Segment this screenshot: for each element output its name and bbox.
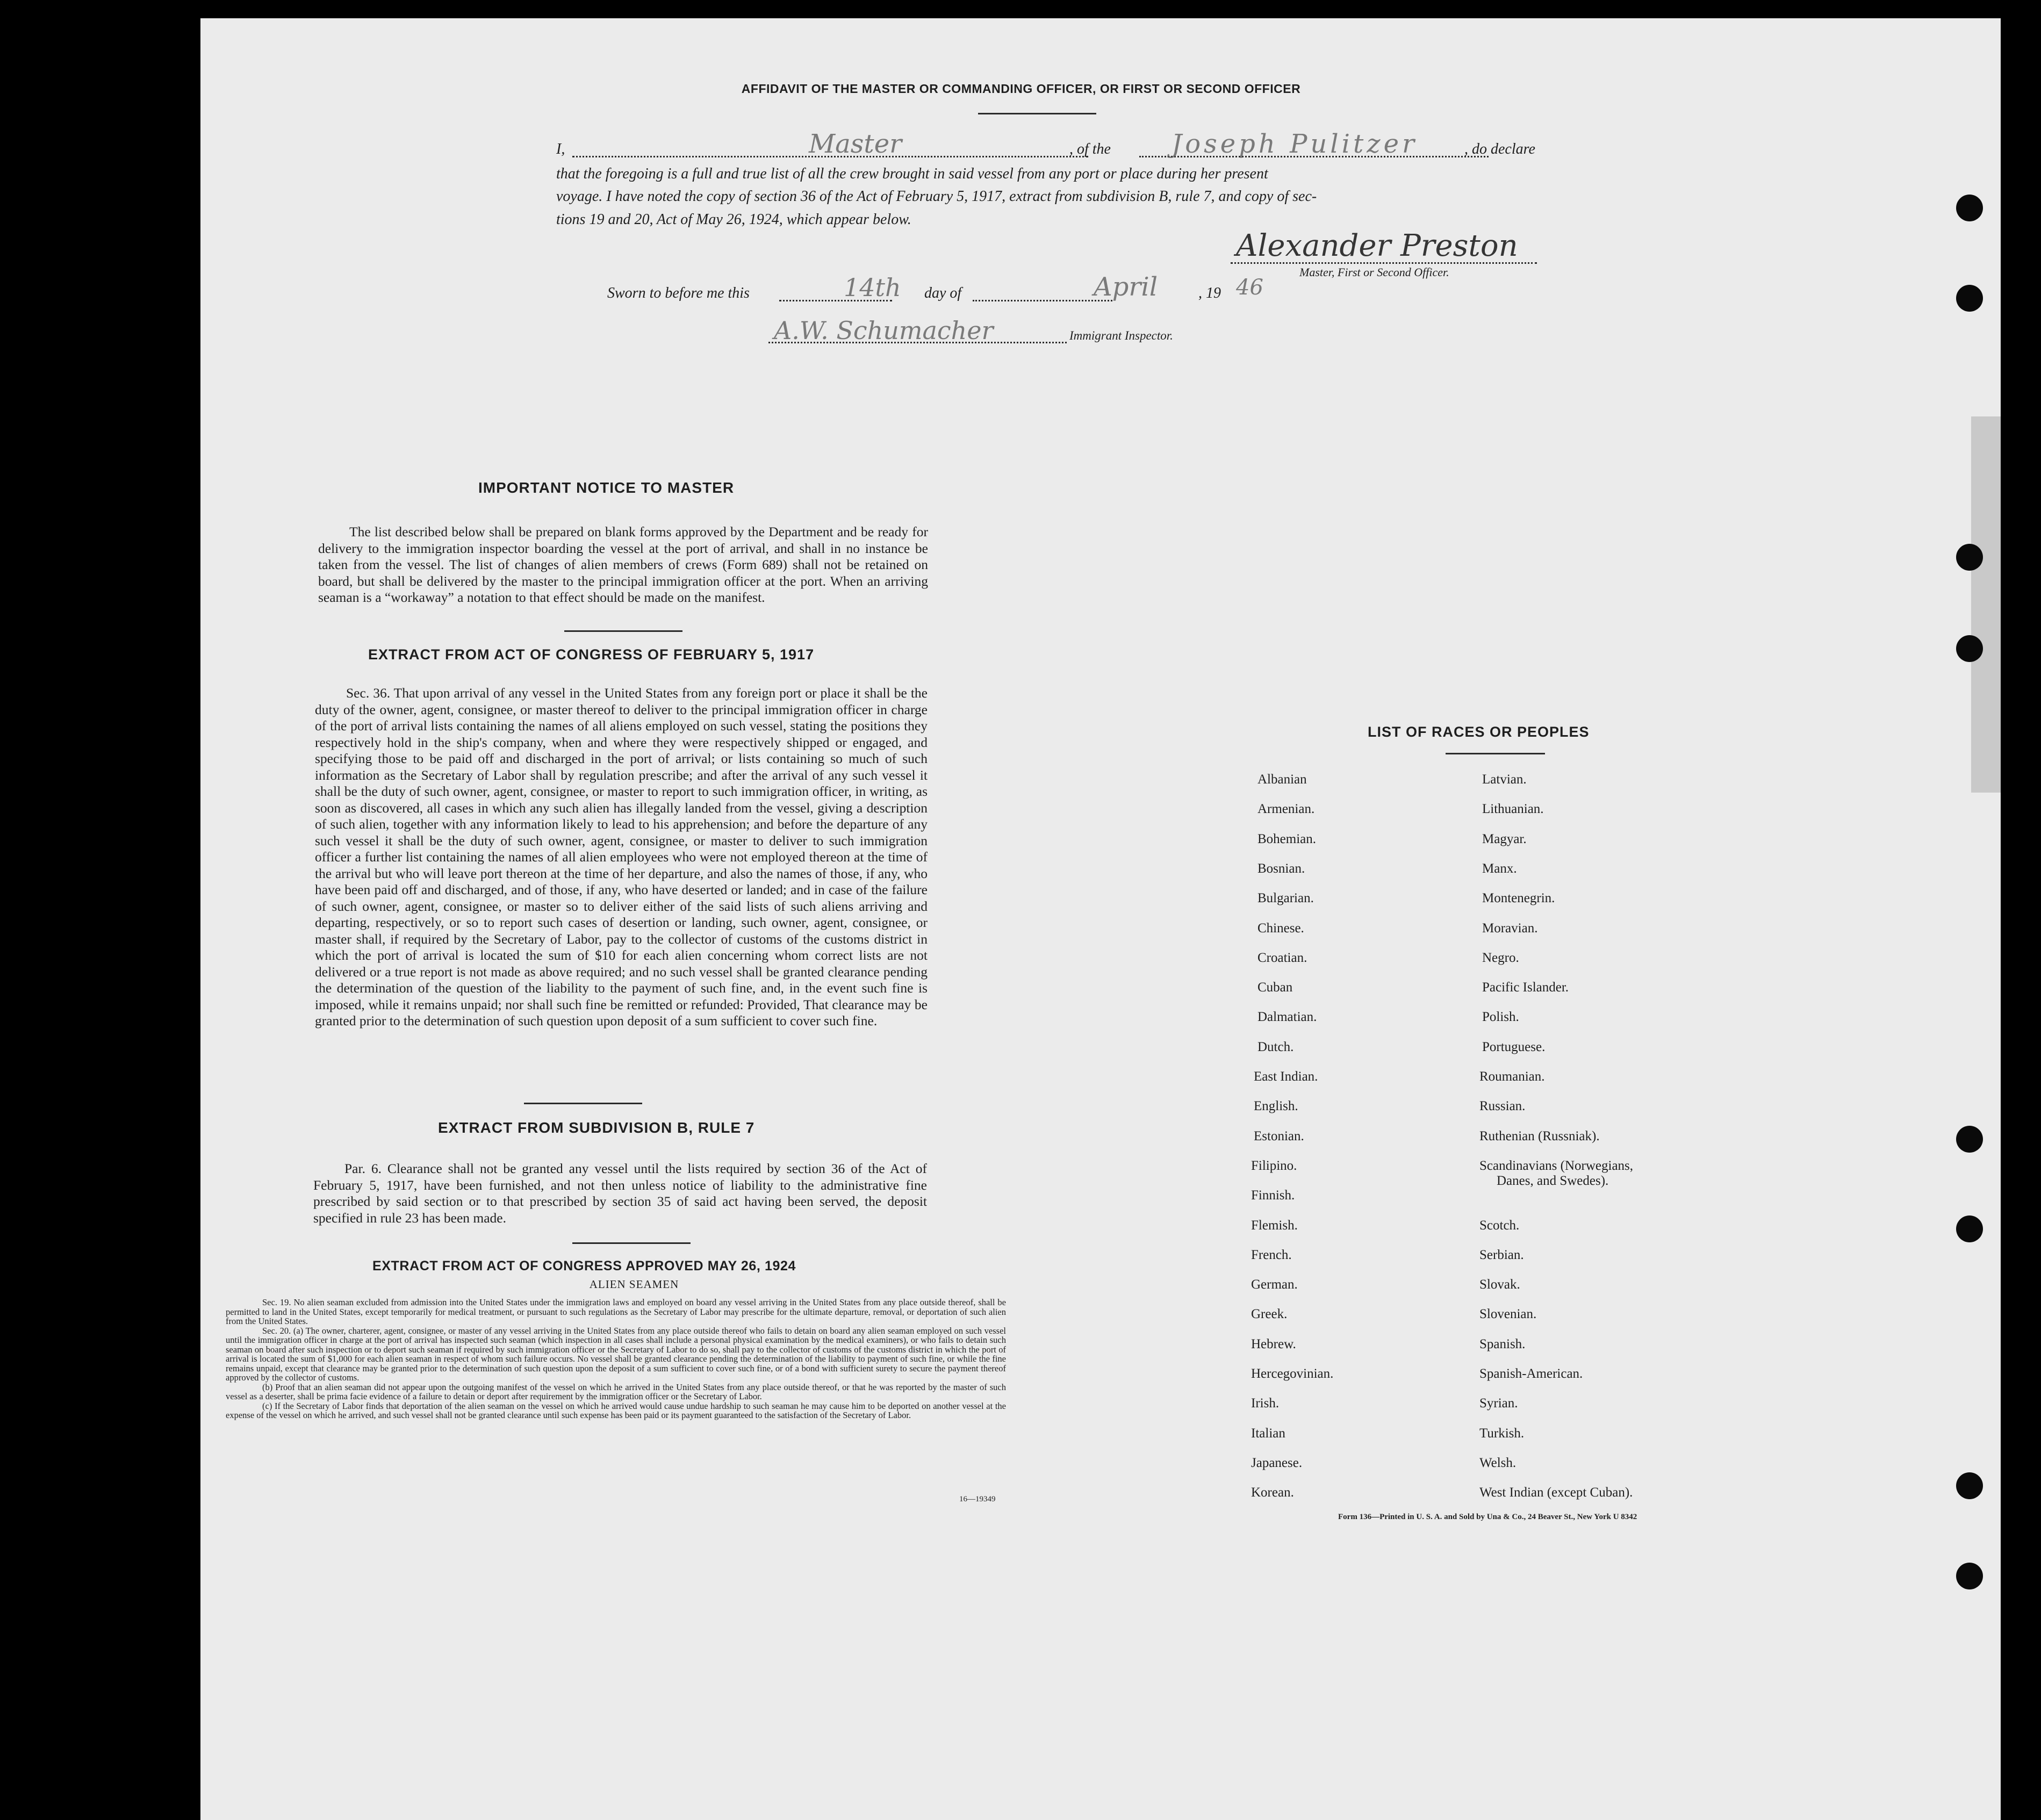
sec19-text: Sec. 19. No alien seaman excluded from admission into the United States under the immigration laws and employed on board any vessel arriving in the United States from any place outside thereof, shall be permitted to land in the United States, except temporarily for medical treatment, or pursuant to such regulations as the Secretary of Labor may prescribe for the ultimate departure, removal, or deportation of such alien from the United States.: [226, 1297, 1006, 1326]
affidavit-line4: tions 19 and 20, Act of May 26, 1924, which appear below.: [556, 211, 911, 228]
race-entry: Flemish.: [1251, 1218, 1298, 1233]
race-entry: Welsh.: [1479, 1455, 1517, 1470]
race-entry: Slovenian.: [1479, 1307, 1537, 1322]
edge-shading: [1971, 416, 2001, 793]
month-blank: [973, 300, 1112, 301]
race-entry: Syrian.: [1479, 1396, 1518, 1411]
par6-text: Par. 6. Clearance shall not be granted any vessel until the lists required by section 36 of the Act of February 5, 1917, have been furnished, and not then unless notice of liability to the administrative fine prescribed by said section or to that prescribed by section 35 of said act having been served, the deposit specified in rule 23 has been made.: [313, 1161, 927, 1226]
affidavit-title: AFFIDAVIT OF THE MASTER OR COMMANDING OFFICER, OR FIRST OR SECOND OFFICER: [741, 82, 1301, 96]
race-entry: German.: [1251, 1277, 1298, 1292]
extract-1924-heading: EXTRACT FROM ACT OF CONGRESS APPROVED MAY 26, 1924: [372, 1258, 796, 1274]
month-handwriting: April: [1094, 272, 1158, 302]
punch-hole: [1956, 1472, 1983, 1499]
race-entry: Armenian.: [1257, 802, 1315, 817]
race-entry: Magyar.: [1482, 831, 1527, 846]
race-entry: Bosnian.: [1257, 861, 1305, 876]
sec20c-text: (c) If the Secretary of Labor finds that deportation of the alien seaman on the vessel on which he arrived would cause undue hardship to such seaman he may cause him to be deported on another vessel at the expense of the vessel on which he arrived, and such vessel shall not be granted clearance until such expense has been paid or its payment guaranteed to the satisfaction of the Secretary of Labor.: [226, 1400, 1006, 1420]
inspector-signature: A.W. Schumacher: [774, 316, 994, 345]
year-handwriting: 46: [1236, 275, 1263, 300]
race-entry: Dutch.: [1257, 1039, 1294, 1054]
notice-heading: IMPORTANT NOTICE TO MASTER: [478, 479, 735, 496]
extract-1917-body: [315, 685, 928, 1030]
i-label: I,: [556, 141, 565, 157]
divider: [572, 1242, 691, 1244]
race-entry: Chinese.: [1257, 920, 1304, 936]
race-entry: Hebrew.: [1251, 1336, 1296, 1351]
notice-body: [318, 524, 928, 606]
race-entry: Finnish.: [1251, 1188, 1295, 1203]
race-entry: Montenegrin.: [1482, 891, 1555, 906]
race-entry: Manx.: [1482, 861, 1517, 876]
master-signature: Alexander Preston: [1236, 228, 1518, 263]
punch-hole: [1956, 285, 1983, 312]
sec20a-text: Sec. 20. (a) The owner, charterer, agent, consignee, or master of any vessel arriving in the United States from any place outside thereof who fails to detain on board any alien seaman employed on such vessel until the immigration officer in charge at the port of arrival has inspected such seaman (which inspection in all cases shall include a personal physical examination by the medical examiners), or who fails to detain such seaman on board after such inspection or to deport such seaman if required by such immigration officer or the Secretary of Labor to do so, shall pay to the collector of customs of the customs district in which the port of arrival is located the sum of $1,000 for each alien seaman in respect of whom such failure occurs. No vessel shall be granted clearance pending the determination of the liability to payment of such fine, or while the fine remains unpaid, except that clearance may be granted prior to the determination of such question upon the deposit of a sum sufficient to cover such fine, or of a bond with sufficient surety to secure the payment thereof approved by the collector of customs.: [226, 1325, 1006, 1383]
alien-seamen-subheading: ALIEN SEAMEN: [589, 1278, 679, 1291]
races-heading: LIST OF RACES OR PEOPLES: [1368, 724, 1590, 740]
day-handwriting: 14th: [844, 273, 901, 302]
rule7-heading: EXTRACT FROM SUBDIVISION B, RULE 7: [438, 1119, 755, 1136]
notice-text: The list described below shall be prepared on blank forms approved by the Department and be ready for delivery to the immigration inspector boarding the vessel at the port of arrival, and shall in no instance be taken from the vessel. The list of changes of alien members of crews (Form 689) shall not be retained on board, but shall be delivered by the master to the principal immigration officer at the port. When an arriving seaman is a “workaway” a notation to that effect should be made on the manifest.: [318, 524, 928, 605]
race-entry: Croatian.: [1257, 950, 1307, 965]
race-entry: Japanese.: [1251, 1455, 1303, 1470]
race-entry: French.: [1251, 1247, 1292, 1262]
divider: [564, 630, 682, 632]
vessel-handwriting: Joseph Pulitzer: [1172, 129, 1418, 159]
scan-border-right: [2001, 0, 2041, 1820]
punch-hole: [1956, 195, 1983, 221]
signature-caption: Master, First or Second Officer.: [1299, 265, 1449, 279]
punch-hole: [1956, 1126, 1983, 1153]
year-prefix: , 19: [1198, 285, 1221, 301]
race-entry: Filipino.: [1251, 1158, 1297, 1173]
race-entry: West Indian (except Cuban).: [1479, 1485, 1633, 1500]
race-entry: Polish.: [1482, 1010, 1519, 1025]
rule7-body: [313, 1161, 927, 1226]
race-entry: East Indian.: [1254, 1069, 1318, 1084]
race-entry: Scotch.: [1479, 1218, 1520, 1233]
race-entry: Turkish.: [1479, 1426, 1525, 1441]
race-entry: Cuban: [1257, 980, 1293, 995]
race-entry: Ruthenian (Russniak).: [1479, 1128, 1600, 1143]
punch-hole: [1956, 635, 1983, 662]
extract-1924-body: [226, 1298, 1006, 1420]
race-entry: Irish.: [1251, 1396, 1280, 1411]
race-entry: Portuguese.: [1482, 1039, 1546, 1054]
sworn-label: Sworn to before me this: [607, 285, 750, 301]
divider: [524, 1103, 642, 1104]
race-entry: Serbian.: [1479, 1247, 1524, 1262]
extract-1917-heading: EXTRACT FROM ACT OF CONGRESS OF FEBRUARY 5, 1917: [368, 646, 815, 663]
inspector-caption: Immigrant Inspector.: [1069, 329, 1173, 342]
sworn-line: [607, 272, 1306, 306]
printer-footer: Form 136—Printed in U. S. A. and Sold by Una & Co., 24 Beaver St., New York U 8342: [1338, 1513, 1637, 1521]
race-entry: Spanish-American.: [1479, 1366, 1583, 1381]
race-entry: Negro.: [1482, 950, 1519, 965]
affidavit-line2: that the foregoing is a full and true list of all the crew brought in said vessel from any port or place during her present: [556, 166, 1268, 182]
form-number: 16—19349: [959, 1495, 996, 1504]
master-handwriting: Master: [809, 129, 902, 159]
race-entry: Pacific Islander.: [1482, 980, 1569, 995]
race-entry: Bulgarian.: [1257, 891, 1314, 906]
affidavit-line1: [556, 129, 1566, 162]
race-entry: Estonian.: [1254, 1128, 1304, 1143]
affidavit-line3: voyage. I have noted the copy of section 36 of the Act of February 5, 1917, extract from subdivision B, rule 7, and copy of sec-: [556, 188, 1317, 205]
sec20b-text: (b) Proof that an alien seaman did not appear upon the outgoing manifest of the vessel on which he arrived in the United States from any place outside thereof, or that he was reported by the master of such vessel as a deserter, shall be prima facie evidence of a failure to detain or deport after requirement by the immigration officer or the Secretary of Labor.: [226, 1382, 1006, 1401]
race-entry: Lithuanian.: [1482, 802, 1544, 817]
of-the-label: , of the: [1069, 141, 1111, 157]
race-entry: Hercegovinian.: [1251, 1366, 1334, 1381]
race-entry: Greek.: [1251, 1307, 1288, 1322]
race-entry: Slovak.: [1479, 1277, 1520, 1292]
scan-border-top: [200, 0, 2041, 18]
punch-hole: [1956, 1215, 1983, 1242]
day-of-label: day of: [924, 285, 962, 301]
races-underline: [1446, 753, 1545, 754]
title-underline: [978, 113, 1096, 114]
do-declare-label: , do declare: [1464, 141, 1535, 157]
sec36-text: Sec. 36. That upon arrival of any vessel in the United States from any foreign port or place it shall be the duty of the owner, agent, consignee, or master thereof to deliver to the principal immigration officer in charge of the port of arrival lists containing the names of all aliens employed on such vessel, stating the positions they respectively hold in the ship's company, when and where they were respectively shipped or engaged, and specifying those to be paid off and discharged in the port of arrival; or lists containing so much of such information as the Secretary of Labor shall by regulation prescribe; and after the arrival of any such vessel it shall be the duty of such owner, agent, consignee, or master to report to such immigration officer, in writing, as soon as discovered, all cases in which any such alien has illegally landed from the vessel, giving a description of such alien, together with any information likely to lead to his apprehension; and before the departure of any such vessel it shall be the duty of such owner, agent, consignee, or master to deliver to such immigration officer a further list containing the names of all alien employees who were not employed thereon at the time of the arrival but who will leave port thereon at the time of her departure, and also the names of those, if any, who have been paid off and discharged, and of those, if any, who have deserted or landed; and in case of the failure of such owner, agent, consignee, or master so to deliver either of the said lists of such aliens arriving and departing, respectively, or so to report such cases of desertion or landing, such owner, agent, consignee, or master shall, if required by the Secretary of Labor, pay to the collector of customs of the customs district in which the port of arrival is located the sum of $10 for each alien concerning whom correct lists are not delivered or a true report is not made as above required; and no such vessel shall be granted clearance pending the determination of the question of the liability to the payment of such fine, and, in the event such fine is imposed, while it remains unpaid; nor shall such fine be remitted or refunded: Provided, That clearance may be granted prior to the determination of such question upon deposit of a sum sufficient to cover such fine.: [315, 685, 928, 1028]
race-entry: Bohemian.: [1257, 831, 1317, 846]
race-entry: Roumanian.: [1479, 1069, 1545, 1084]
race-entry: Korean.: [1251, 1485, 1294, 1500]
race-entry: Danes, and Swedes).: [1497, 1173, 1609, 1188]
race-entry: Moravian.: [1482, 920, 1538, 936]
race-entry: Albanian: [1257, 772, 1307, 787]
punch-hole: [1956, 544, 1983, 571]
race-entry: Italian: [1251, 1426, 1285, 1441]
race-entry: Spanish.: [1479, 1336, 1526, 1351]
race-entry: Dalmatian.: [1257, 1010, 1317, 1025]
race-entry: English.: [1254, 1099, 1298, 1114]
race-entry: Scandinavians (Norwegians,: [1479, 1158, 1634, 1173]
punch-hole: [1956, 1563, 1983, 1589]
race-entry: Russian.: [1479, 1099, 1526, 1114]
race-entry: Latvian.: [1482, 772, 1527, 787]
